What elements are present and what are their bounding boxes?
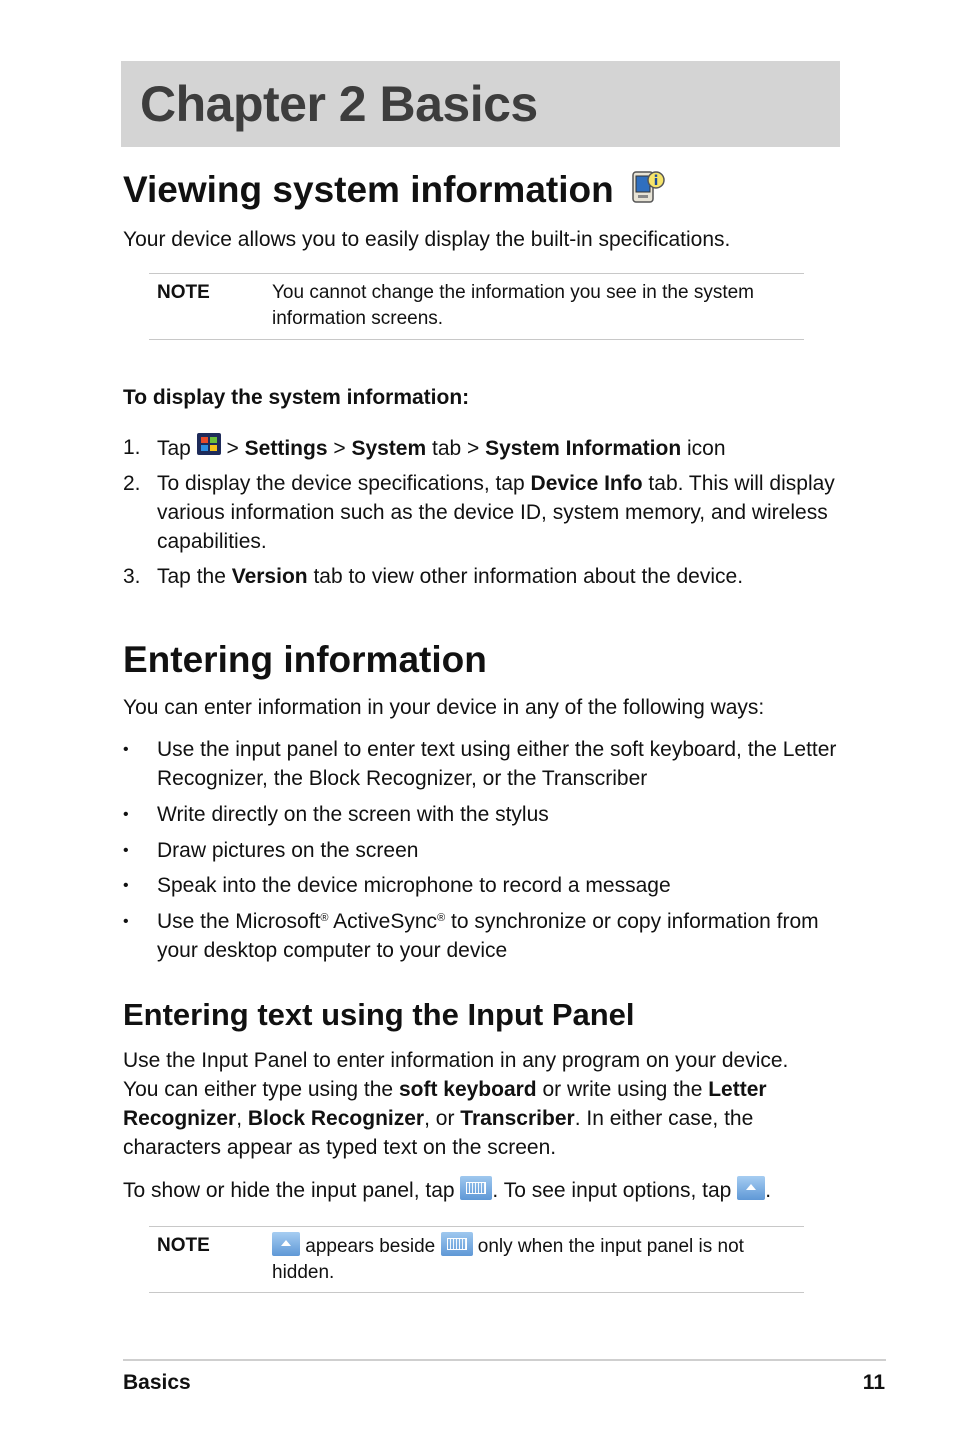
section-heading-entering-information: Entering information [123,639,487,680]
section2-intro: You can enter information in your device in any of the following ways: [123,696,765,719]
subheading-display-system-info: To display the system information: [123,386,470,409]
footer-section-name: Basics [123,1371,191,1394]
section-heading-viewing-system-information: Viewing system information [123,168,666,212]
input-panel-keyboard-icon [441,1232,473,1256]
bullet: • [123,806,129,823]
bullet: • [123,877,129,894]
note-bottom-rule [149,339,804,340]
note2-label: NOTE [157,1235,210,1256]
note-label: NOTE [157,282,210,303]
page-number: 11 [862,1371,885,1394]
pda-info-icon [628,168,666,206]
windows-start-icon [197,433,221,455]
note-text: You cannot change the information you see in the system information screens. [272,282,754,329]
step-number: 1. [123,436,141,459]
section3-paragraph: Use the Input Panel to enter information in any program on your device. You can either type using the soft keyboard or write using the Letter Recognizer, Block Recognizer, or Transcriber. In either case, the characters appear as typed text on the screen. [123,1049,789,1159]
note2-bottom-rule [149,1292,804,1293]
section1-intro: Your device allows you to easily display the built-in specifications. [123,228,731,251]
chapter-title: Chapter 2 Basics [140,76,538,132]
step-number: 2. [123,472,141,495]
note2-top-rule [149,1226,804,1227]
bullet: • [123,741,129,758]
show-hide-instructions: To show or hide the input panel, tap . To see input options, tap . [123,1176,771,1205]
input-panel-keyboard-icon [460,1176,492,1200]
step-number: 3. [123,565,141,588]
bullet: • [123,842,129,859]
note2-text: appears beside only when the input panel is not hidden. [272,1232,792,1286]
section-heading-input-panel: Entering text using the Input Panel [123,997,635,1032]
step-text: To display the device specifications, tap Device Info tab. This will display various information such as the device ID, system memory, and wireless capabilities. [157,472,835,553]
step-text: Tap the Version tab to view other information about the device. [157,565,744,588]
note-top-rule [149,273,804,274]
input-options-arrow-icon [737,1176,765,1200]
bullet: • [123,913,129,930]
step-text: Tap > Settings > System tab > System Information icon [157,433,726,463]
input-options-arrow-icon [272,1232,300,1256]
footer-rule [123,1359,886,1361]
